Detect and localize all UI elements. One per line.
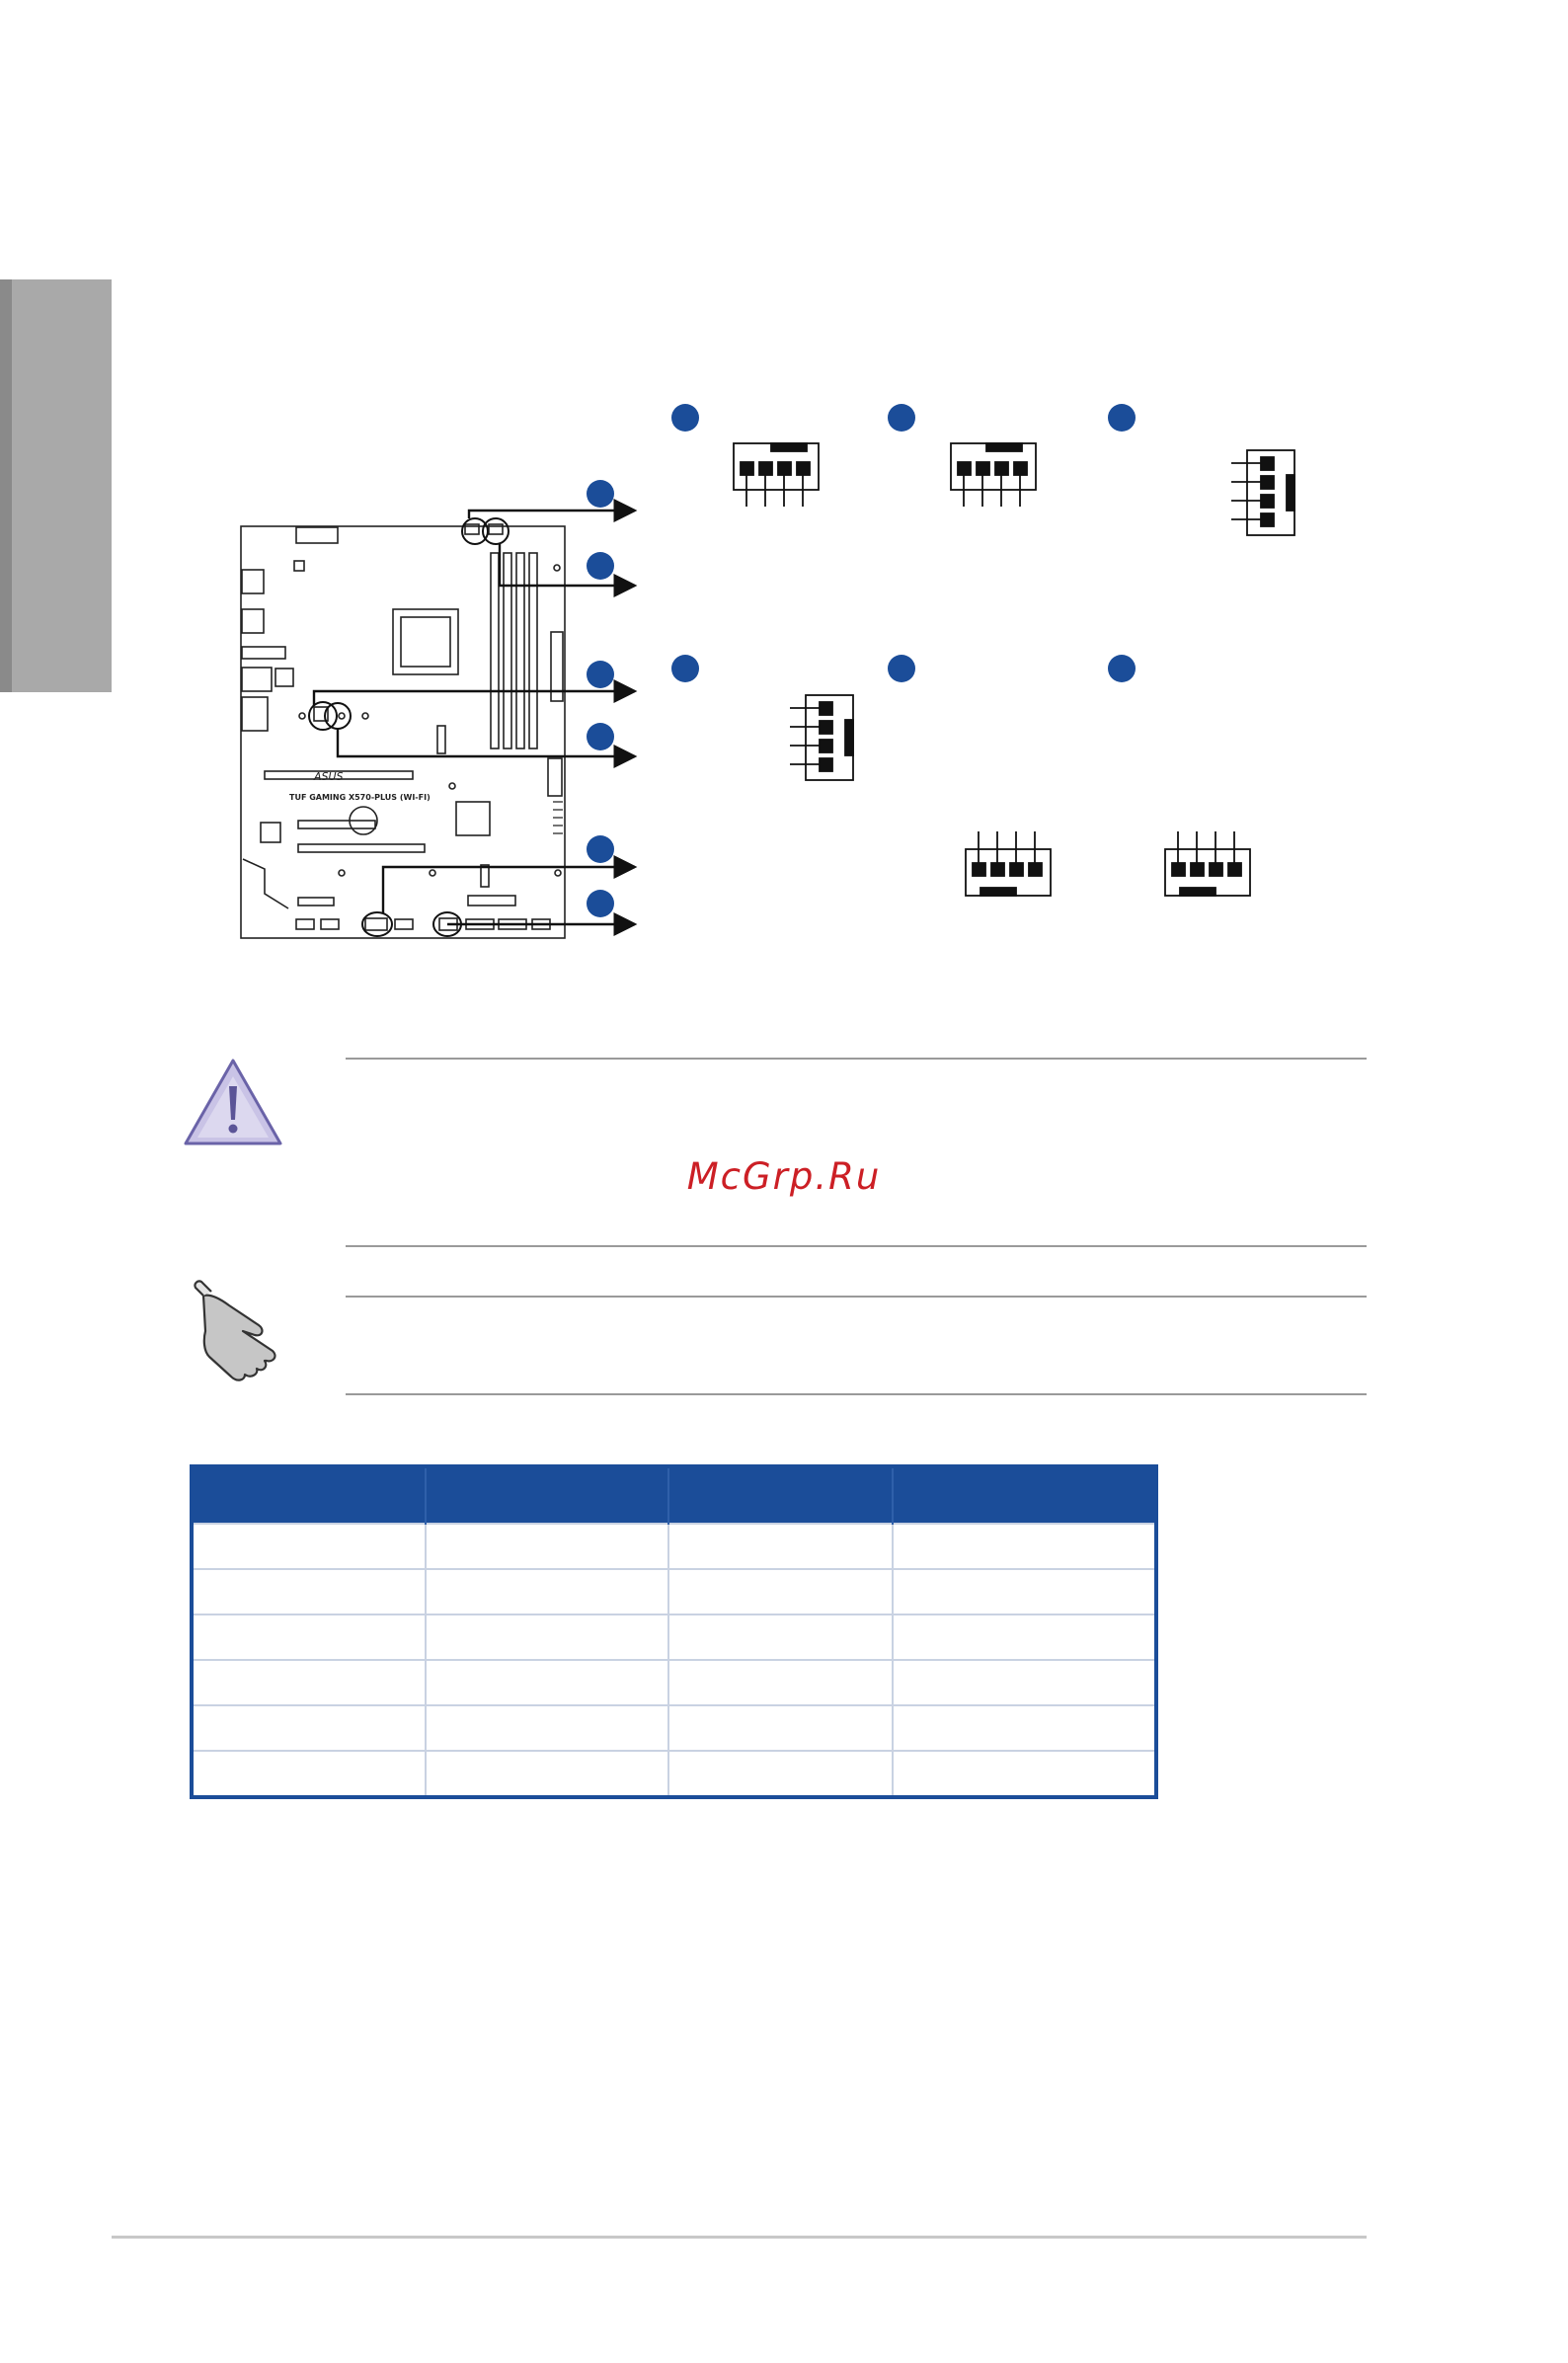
pinout-vertical bbox=[1231, 450, 1294, 535]
table-row bbox=[192, 1751, 1156, 1797]
table-header-cell bbox=[426, 1466, 668, 1524]
table-row bbox=[192, 1705, 1156, 1751]
footer-rule bbox=[112, 2236, 1367, 2239]
io-port bbox=[242, 697, 268, 731]
pcie-slot bbox=[298, 821, 375, 828]
pinout-vertical bbox=[790, 695, 853, 780]
pcie-slot bbox=[298, 898, 334, 906]
dimm-slot bbox=[529, 553, 537, 748]
cpu-socket-inner bbox=[401, 617, 450, 667]
dimm-slot bbox=[491, 553, 499, 748]
table-header-cell bbox=[668, 1466, 893, 1524]
table-header-cell bbox=[192, 1466, 426, 1524]
board-brand-silkscreen: ASUS bbox=[314, 770, 344, 783]
pinout-horizontal-top bbox=[734, 443, 819, 507]
table-row bbox=[192, 1660, 1156, 1705]
pinout-horizontal-bottom bbox=[1165, 831, 1250, 896]
warning-top-rule bbox=[346, 1058, 1367, 1060]
header bbox=[321, 919, 339, 929]
component bbox=[261, 823, 280, 842]
header bbox=[395, 919, 413, 929]
component bbox=[294, 561, 304, 571]
io-port bbox=[242, 609, 264, 633]
m2-slot bbox=[437, 726, 445, 753]
pcie-slot bbox=[298, 844, 425, 852]
spec-table bbox=[190, 1464, 1158, 1799]
dimm-slot bbox=[504, 553, 511, 748]
watermark-text: McGrp.Ru bbox=[686, 1155, 882, 1198]
table-row bbox=[192, 1615, 1156, 1660]
pinout-horizontal-top bbox=[951, 443, 1036, 507]
cpu-power-connector bbox=[296, 527, 338, 543]
fan-header bbox=[365, 918, 387, 930]
io-port bbox=[242, 647, 285, 659]
dimm-slot bbox=[516, 553, 524, 748]
table-header-cell bbox=[893, 1466, 1156, 1524]
component bbox=[468, 896, 515, 906]
table-row bbox=[192, 1569, 1156, 1615]
component bbox=[548, 758, 562, 796]
note-bottom-rule bbox=[346, 1393, 1367, 1395]
header bbox=[296, 919, 314, 929]
pinout-horizontal-bottom bbox=[966, 831, 1051, 896]
table-row bbox=[192, 1524, 1156, 1569]
pinout-drawings bbox=[734, 443, 1294, 896]
table-header-row bbox=[192, 1466, 1156, 1524]
io-port bbox=[242, 668, 272, 691]
callout-markers bbox=[587, 404, 1136, 917]
pointing-hand-icon bbox=[195, 1281, 274, 1379]
io-port bbox=[275, 669, 293, 686]
note-top-rule bbox=[346, 1296, 1367, 1298]
chipset bbox=[456, 802, 490, 835]
io-port bbox=[242, 570, 264, 593]
m2-slot bbox=[481, 865, 489, 887]
warning-bottom-rule bbox=[346, 1245, 1367, 1247]
cpu-socket bbox=[393, 609, 458, 674]
warning-triangle-icon bbox=[186, 1061, 280, 1143]
board-model-silkscreen: TUF GAMING X570-PLUS (WI-FI) bbox=[289, 793, 431, 802]
